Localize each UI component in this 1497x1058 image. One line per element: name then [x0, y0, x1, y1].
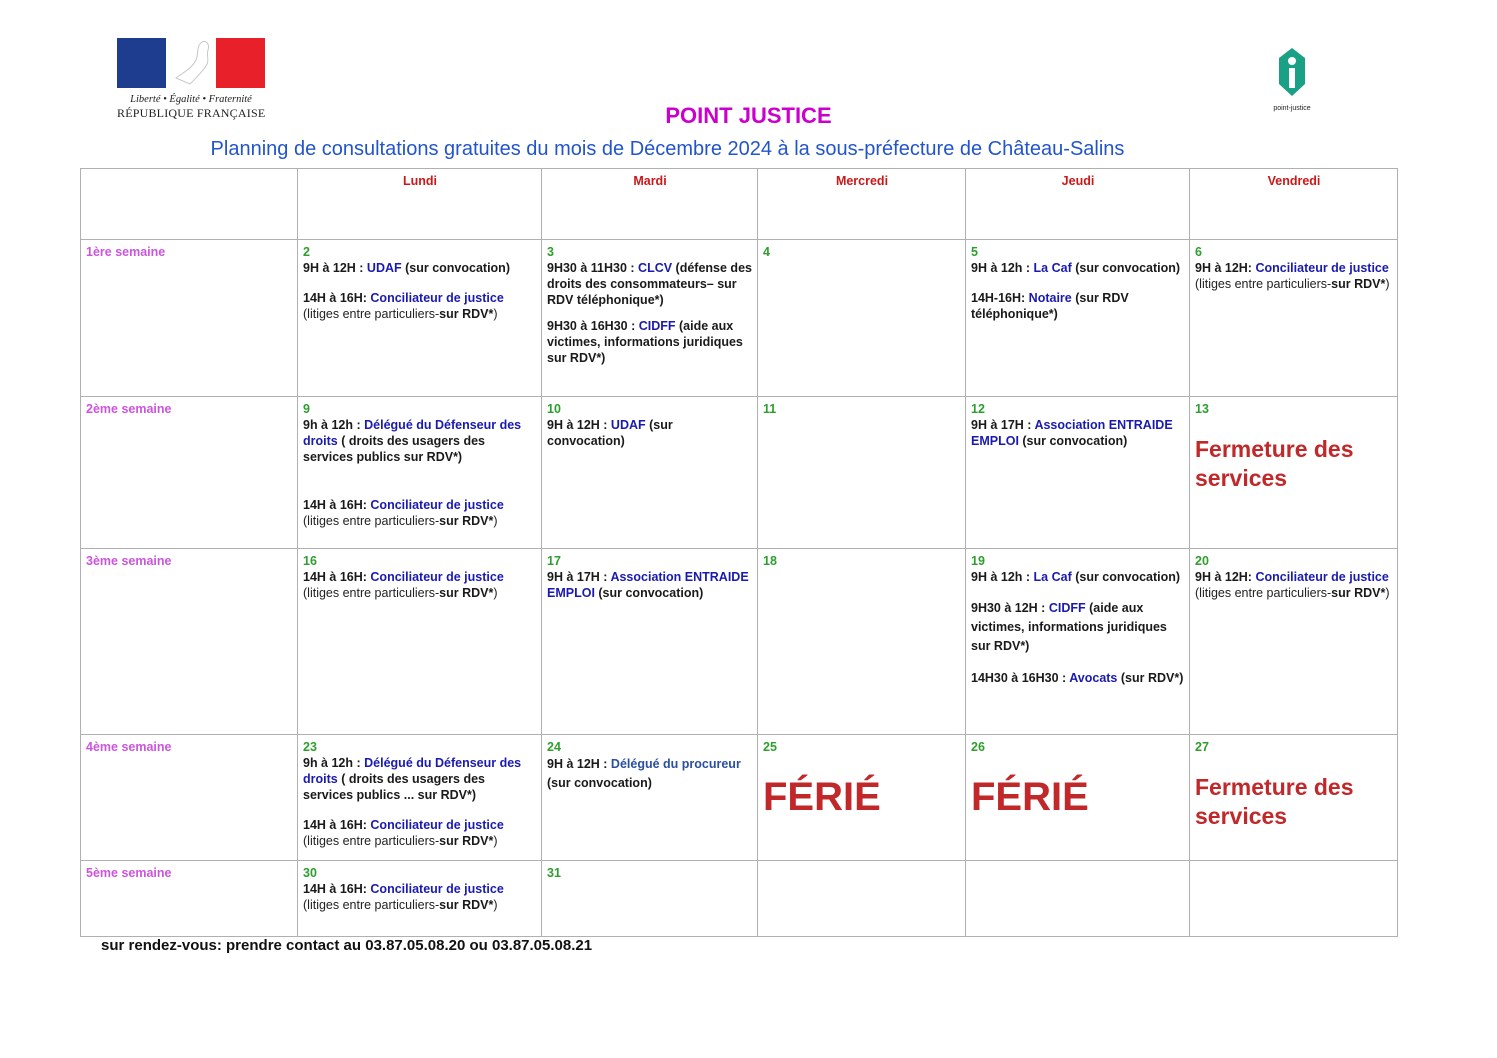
organisation-name: UDAF: [366, 261, 402, 275]
calendar-header-row: [81, 169, 1398, 240]
day-cell: [966, 549, 1190, 735]
services-closed-notice: Fermeture des services: [1195, 774, 1354, 829]
closing-paren: ): [493, 514, 498, 528]
appointment-time: 9H à 12H:: [1195, 570, 1256, 584]
day-cell: [1190, 735, 1398, 861]
day-number: 24: [547, 740, 561, 754]
contact-footer: sur rendez-vous: prendre contact au 03.87.05.08.20 ou 03.87.05.08.21: [101, 937, 593, 954]
appointment-details: ( droits des usagers des services publics ... sur RDV*): [303, 772, 486, 802]
holiday-label: FÉRIÉ: [971, 775, 1089, 819]
appointment: [303, 290, 537, 322]
appointment-time: 9H à 12h :: [971, 261, 1034, 275]
appointment-details: (litiges entre particuliers-: [303, 307, 440, 321]
closing-paren: ): [1385, 586, 1390, 600]
day-header-wednesday: Mercredi: [758, 169, 966, 240]
appointment-time: 9H à 17H :: [971, 418, 1035, 432]
day-number: 16: [303, 554, 317, 568]
day-number: 27: [1195, 740, 1209, 754]
appointment-time: 9H à 12h :: [971, 570, 1034, 584]
appointment: [547, 318, 753, 366]
day-number: 4: [763, 245, 770, 259]
day-number: 11: [763, 402, 777, 416]
day-cell: [298, 240, 542, 397]
services-closed-notice: Fermeture des services: [1195, 436, 1354, 491]
organisation-name: Conciliateur de justice: [1255, 261, 1389, 275]
organisation-name: UDAF: [610, 418, 646, 432]
organisation-name: Conciliateur de justice: [370, 570, 504, 584]
appointment-details: (aide aux victimes, informations juridiques sur RDV*): [971, 601, 1167, 653]
day-number: 26: [971, 740, 985, 754]
day-number: 6: [1195, 245, 1202, 259]
day-cell: [542, 397, 758, 549]
organisation-name: CLCV: [638, 261, 673, 275]
appointment-details: (sur convocation): [401, 261, 510, 275]
appointment-details: ( droits des usagers des services publics sur RDV*): [303, 434, 486, 464]
day-number: 23: [303, 740, 317, 754]
day-cell: [966, 240, 1190, 397]
week-label: 2ème semaine: [81, 397, 298, 549]
appointment: [971, 417, 1185, 449]
day-cell: [966, 735, 1190, 861]
day-cell: [1190, 397, 1398, 549]
closing-paren: ): [493, 834, 498, 848]
appointment-details: (sur RDV*): [1117, 671, 1184, 685]
marianne-flag-icon: [117, 38, 265, 88]
page-subtitle: Planning de consultations gratuites du mois de Décembre 2024 à la sous-préfecture de Château-Salins: [210, 138, 1125, 160]
day-cell: [758, 397, 966, 549]
organisation-name: Conciliateur de justice: [370, 818, 504, 832]
appointment: [971, 290, 1185, 322]
corner-cell: [81, 169, 298, 240]
day-cell: [1190, 549, 1398, 735]
appointment-time: 9H à 12H :: [303, 261, 367, 275]
appointment: [303, 881, 537, 913]
appointment: [547, 755, 753, 793]
day-cell: [758, 735, 966, 861]
appointment: [303, 569, 537, 601]
empty-cell: [966, 861, 1190, 937]
appointment-details: (litiges entre particuliers-: [303, 586, 440, 600]
day-header-monday: Lundi: [298, 169, 542, 240]
empty-cell: [758, 861, 966, 937]
day-cell: [298, 397, 542, 549]
day-number: 13: [1195, 402, 1209, 416]
week-label: 5ème semaine: [81, 861, 298, 937]
organisation-name: Association ENTRAIDE EMPLOI: [547, 570, 749, 600]
week-row: [81, 861, 1398, 937]
appointment-time: 9H à 12H :: [547, 418, 611, 432]
appointment-time: 9H30 à 12H :: [971, 601, 1049, 615]
appointment-details: (litiges entre particuliers-: [1195, 586, 1332, 600]
appointment-time: 14H à 16H:: [303, 882, 371, 896]
appointment-time: 9H30 à 16H30 :: [547, 319, 639, 333]
rdv-note: sur RDV*: [439, 834, 494, 848]
appointment-details: (sur convocation): [594, 586, 704, 600]
day-cell: [1190, 240, 1398, 397]
day-header-thursday: Jeudi: [966, 169, 1190, 240]
rdv-note: sur RDV*: [439, 514, 494, 528]
day-number: 9: [303, 402, 310, 416]
appointment: [303, 417, 537, 465]
appointment-time: 14H30 à 16H30 :: [971, 671, 1070, 685]
week-label: 4ème semaine: [81, 735, 298, 861]
holiday-label: FÉRIÉ: [763, 775, 881, 819]
day-number: 31: [547, 866, 561, 880]
appointment-time: 9h à 12h :: [303, 418, 365, 432]
day-cell: [298, 861, 542, 937]
week-row: [81, 735, 1398, 861]
appointment: [1195, 260, 1393, 292]
day-number: 5: [971, 245, 978, 259]
appointment: [971, 670, 1185, 686]
republic-motto: Liberté • Égalité • Fraternité: [130, 94, 252, 105]
appointment: [303, 260, 537, 276]
organisation-name: Avocats: [1069, 671, 1118, 685]
day-header-tuesday: Mardi: [542, 169, 758, 240]
organisation-name: La Caf: [1033, 570, 1072, 584]
day-cell: [298, 549, 542, 735]
day-cell: [542, 240, 758, 397]
day-cell: [542, 861, 758, 937]
page-title: POINT JUSTICE: [665, 103, 832, 128]
appointment: [547, 417, 753, 449]
day-number: 17: [547, 554, 561, 568]
appointment-details: (litiges entre particuliers-: [303, 514, 440, 528]
week-label: 3ème semaine: [81, 549, 298, 735]
organisation-name: Conciliateur de justice: [370, 498, 504, 512]
day-number: 2: [303, 245, 310, 259]
organisation-name: Délégué du procureur: [610, 757, 741, 771]
appointment-time: 9H à 12H :: [547, 757, 611, 771]
closing-paren: ): [493, 307, 498, 321]
day-number: 12: [971, 402, 985, 416]
appointment-time: 9h à 12h :: [303, 756, 365, 770]
closing-paren: ): [493, 898, 498, 912]
organisation-name: Délégué du Défenseur des droits: [303, 756, 522, 786]
appointment-details: (litiges entre particuliers-: [303, 834, 440, 848]
day-cell: [298, 735, 542, 861]
rdv-note: sur RDV*: [439, 898, 494, 912]
organisation-name: La Caf: [1033, 261, 1072, 275]
closing-paren: ): [1385, 277, 1390, 291]
appointment-time: 14H-16H:: [971, 291, 1029, 305]
appointment-details: (litiges entre particuliers-: [1195, 277, 1332, 291]
day-number: 3: [547, 245, 554, 259]
rdv-note: sur RDV*: [1331, 586, 1386, 600]
day-number: 18: [763, 554, 777, 568]
appointment: [547, 260, 753, 308]
appointment-details: (sur convocation): [1018, 434, 1128, 448]
appointment-time: 14H à 16H:: [303, 818, 371, 832]
day-cell: [758, 240, 966, 397]
day-cell: [542, 735, 758, 861]
organisation-name: Association ENTRAIDE EMPLOI: [971, 418, 1173, 448]
appointment: [303, 755, 537, 803]
day-number: 30: [303, 866, 317, 880]
week-row: [81, 549, 1398, 735]
appointment: [971, 260, 1185, 276]
rdv-note: sur RDV*: [439, 307, 494, 321]
point-justice-caption: point-justice: [1273, 105, 1311, 112]
consultation-calendar: [80, 168, 1398, 937]
week-label: 1ère semaine: [81, 240, 298, 397]
appointment-details: (sur convocation): [547, 418, 673, 448]
day-number: 20: [1195, 554, 1209, 568]
day-header-friday: Vendredi: [1190, 169, 1398, 240]
appointment-time: 14H à 16H:: [303, 291, 371, 305]
appointment: [1195, 569, 1393, 601]
appointment-details: (sur convocation): [547, 776, 652, 790]
organisation-name: CIDFF: [1048, 601, 1086, 615]
organisation-name: CIDFF: [638, 319, 676, 333]
appointment: [303, 497, 537, 529]
empty-cell: [1190, 861, 1398, 937]
day-number: 10: [547, 402, 561, 416]
day-cell: [542, 549, 758, 735]
organisation-name: Conciliateur de justice: [370, 291, 504, 305]
appointment-details: (sur convocation): [1071, 570, 1181, 584]
rdv-note: sur RDV*: [1331, 277, 1386, 291]
appointment-time: 9H30 à 11H30 :: [547, 261, 639, 275]
appointment-details: (sur convocation): [1071, 261, 1181, 275]
day-cell: [758, 549, 966, 735]
appointment: [303, 817, 537, 849]
point-justice-icon: [1275, 46, 1309, 98]
republic-name: RÉPUBLIQUE FRANÇAISE: [117, 106, 266, 120]
appointment-details: (défense des droits des consommateurs– sur RDV téléphonique*): [547, 261, 752, 307]
day-cell: [966, 397, 1190, 549]
appointment-details: (sur RDV téléphonique*): [971, 291, 1129, 321]
day-number: 19: [971, 554, 985, 568]
closing-paren: ): [493, 586, 498, 600]
appointment-details: (litiges entre particuliers-: [303, 898, 440, 912]
rdv-note: sur RDV*: [439, 586, 494, 600]
organisation-name: Conciliateur de justice: [1255, 570, 1389, 584]
organisation-name: Conciliateur de justice: [370, 882, 504, 896]
appointment: [547, 569, 753, 601]
appointment-details: (aide aux victimes, informations juridiques sur RDV*): [547, 319, 743, 365]
week-row: [81, 397, 1398, 549]
appointment-time: 14H à 16H:: [303, 570, 371, 584]
organisation-name: Délégué du Défenseur des droits: [303, 418, 522, 448]
appointment-time: 9H à 17H :: [547, 570, 611, 584]
appointment: [971, 569, 1185, 585]
day-number: 25: [763, 740, 777, 754]
appointment-time: 14H à 16H:: [303, 498, 371, 512]
organisation-name: Notaire: [1028, 291, 1072, 305]
appointment: [971, 599, 1185, 656]
week-row: [81, 240, 1398, 397]
appointment-time: 9H à 12H:: [1195, 261, 1256, 275]
